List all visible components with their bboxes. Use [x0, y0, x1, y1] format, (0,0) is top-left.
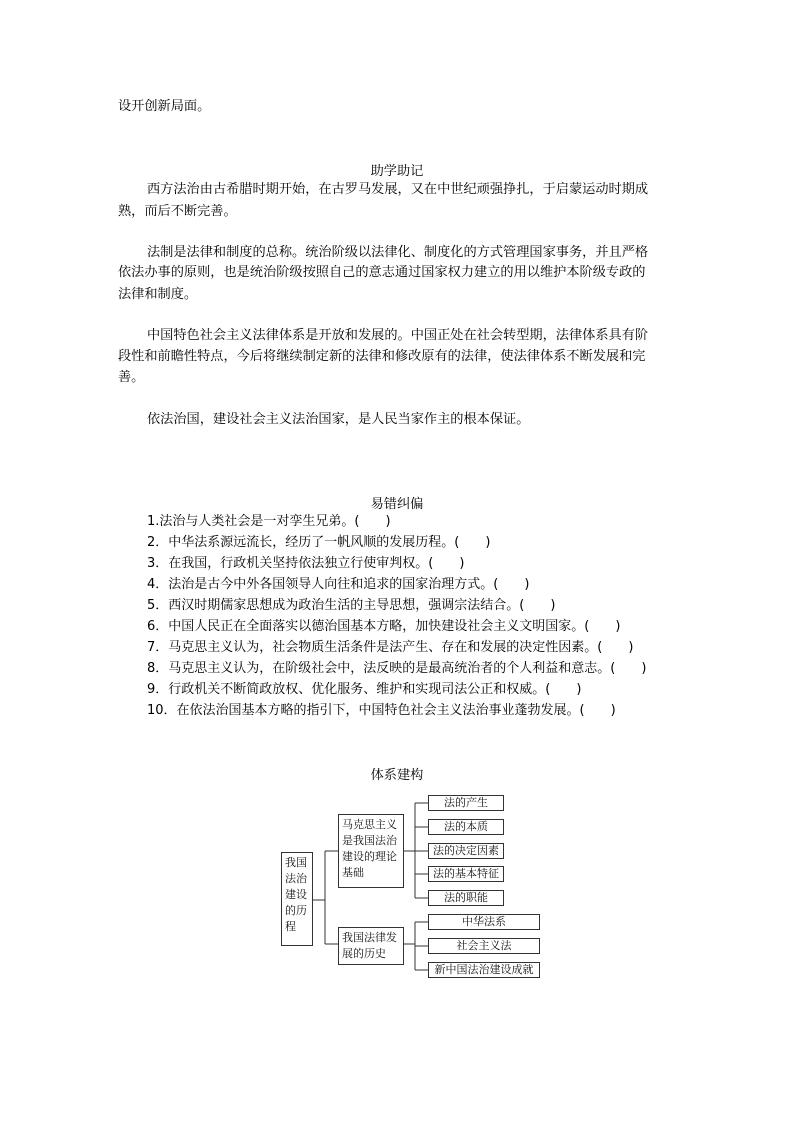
list-item: 7．马克思主义认为，社会物质生活条件是法产生、存在和发展的决定性因素。( ): [147, 640, 634, 655]
branch-line: 展的历史: [342, 947, 386, 960]
section-title-zhuxue: 助学助记: [370, 164, 424, 179]
branch-line: 建设的理论: [342, 850, 397, 863]
continuation-line: 设开创新局面。: [118, 99, 211, 114]
leaf-new-china-achievements: 新中国法治建设成就: [428, 962, 540, 978]
list-item: 4．法治是古今中外各国领导人向往和追求的国家治理方式。( ): [147, 577, 530, 592]
paragraph-western-law-line2: 熟，而后不断完善。: [118, 204, 237, 219]
root-line: 的历: [285, 904, 307, 917]
list-item: 2．中华法系源远流长，经历了一帆风顺的发展历程。( ): [147, 535, 491, 550]
branch-line: 我国法律发: [342, 931, 397, 944]
paragraph-legal-system-line2: 依法办事的原则，也是统治阶级按照自己的意志通过国家权力建立的用以维护本阶级专政的: [118, 265, 646, 280]
root-node: [281, 852, 313, 946]
paragraph-socialist-law-line1: 中国特色社会主义法律体系是开放和发展的。中国正处在社会转型期，法律体系具有阶: [147, 328, 649, 343]
leaf-law-functions: 法的职能: [428, 890, 504, 906]
list-item: 10．在依法治国基本方略的指引下，中国特色社会主义法治事业蓬勃发展。( ): [147, 703, 616, 718]
paragraph-legal-system-line1: 法制是法律和制度的总称。统治阶级以法律化、制度化的方式管理国家事务，并且严格: [147, 245, 649, 260]
branch-marxism-node: [338, 814, 404, 888]
branch-history-node: [338, 927, 404, 965]
branch-line: 是我国法治: [342, 834, 397, 847]
list-item: 8．马克思主义认为，在阶级社会中，法反映的是最高统治者的个人利益和意志。( ): [147, 661, 647, 676]
paragraph-rule-of-law: 依法治国，建设社会主义法治国家，是人民当家作主的根本保证。: [147, 412, 530, 427]
root-line: 法治: [285, 872, 307, 885]
branch-line: 基础: [342, 866, 364, 879]
root-line: 我国: [285, 856, 307, 869]
list-item: 6．中国人民正在全面落实以德治国基本方略，加快建设社会主义文明国家。( ): [147, 619, 621, 634]
leaf-law-features: 法的基本特征: [428, 866, 504, 882]
paragraph-socialist-law-line2: 段性和前瞻性特点，今后将继续制定新的法律和修改原有的法律，使法律体系不断发展和完: [118, 349, 646, 364]
root-line: 建设: [285, 888, 307, 901]
leaf-socialist-law: 社会主义法: [428, 938, 540, 954]
leaf-law-origin: 法的产生: [428, 795, 504, 811]
section-title-tixi: 体系建构: [370, 768, 424, 783]
leaf-law-determinant: 法的决定因素: [428, 843, 504, 859]
branch-line: 马克思主义: [342, 818, 397, 831]
list-item: 1.法治与人类社会是一对孪生兄弟。( ): [147, 514, 391, 529]
root-line: 程: [285, 920, 296, 933]
paragraph-socialist-law-line3: 善。: [118, 370, 145, 385]
leaf-law-essence: 法的本质: [428, 819, 504, 835]
paragraph-western-law-line1: 西方法治由古希腊时期开始，在古罗马发展，又在中世纪顽强挣扎，于启蒙运动时期成: [147, 182, 649, 197]
list-item: 5．西汉时期儒家思想成为政治生活的主导思想，强调宗法结合。( ): [147, 598, 556, 613]
section-title-yicuo: 易错纠偏: [370, 497, 424, 512]
paragraph-legal-system-line3: 法律和制度。: [118, 287, 198, 302]
leaf-chinese-legal-system: 中华法系: [428, 914, 540, 930]
list-item: 3．在我国，行政机关坚持依法独立行使审判权。( ): [147, 556, 465, 571]
list-item: 9．行政机关不断简政放权、优化服务、维护和实现司法公正和权威。( ): [147, 682, 582, 697]
